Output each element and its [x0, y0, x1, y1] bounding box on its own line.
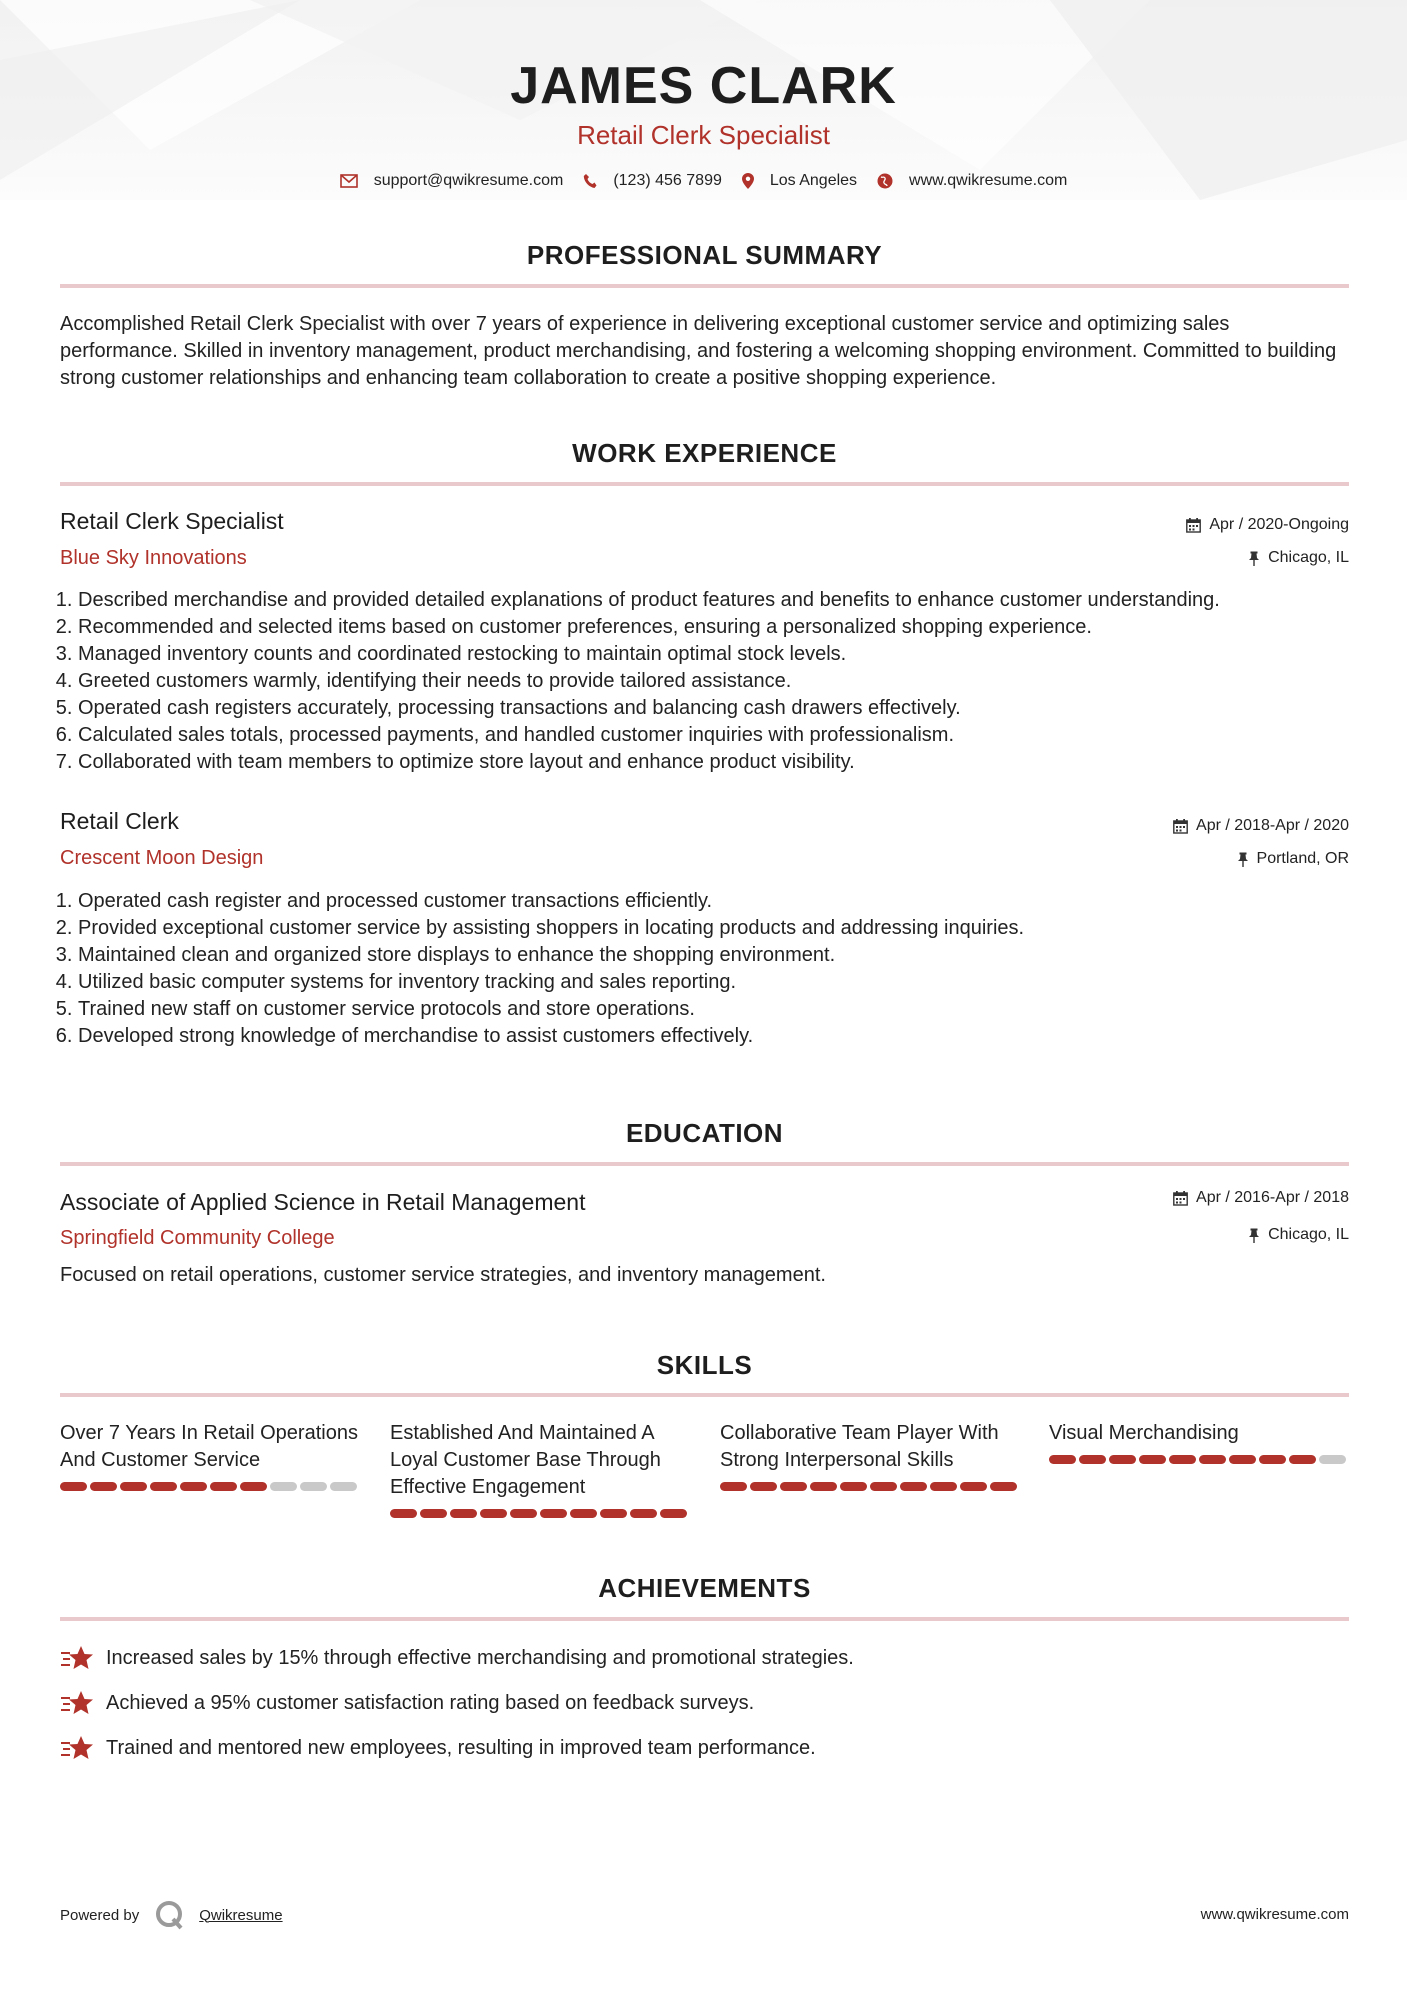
- skill-segment-filled: [720, 1482, 747, 1491]
- skill-segment-filled: [240, 1482, 267, 1491]
- education-dates: [1173, 1189, 1349, 1207]
- skill-item: [390, 1420, 690, 1518]
- list-item: 2. Recommended and selected items based on customer preferences, ensuring a personalized shopping experience.: [78, 614, 1367, 641]
- skill-segment-filled: [1169, 1455, 1196, 1464]
- skill-label: Established And Maintained A Loyal Customer Base Through Effective Engagement: [390, 1422, 661, 1498]
- skill-segment-filled: [1259, 1455, 1286, 1464]
- skill-item: [720, 1420, 1020, 1491]
- skill-segment-filled: [870, 1482, 897, 1491]
- calendar-icon: [1186, 518, 1201, 533]
- pin-icon: [1237, 852, 1249, 867]
- skill-segment-filled: [1109, 1455, 1136, 1464]
- skill-segment-filled: [390, 1509, 417, 1518]
- job-location: [1248, 549, 1349, 567]
- skill-segment-filled: [540, 1509, 567, 1518]
- qwikresume-link[interactable]: Qwikresume: [199, 1906, 283, 1924]
- section-title-skills: SKILLS: [656, 1350, 753, 1380]
- calendar-icon: [1173, 819, 1188, 834]
- job-location-text: Portland, OR: [1256, 850, 1349, 867]
- pin-icon: [1248, 1228, 1260, 1243]
- email-text: support@qwikresume.com: [373, 172, 564, 189]
- job-location: [1237, 850, 1349, 868]
- section-divider: [60, 284, 1349, 288]
- skill-segment-filled: [60, 1482, 87, 1491]
- skill-segment-filled: [660, 1509, 687, 1518]
- job-dates: [1186, 516, 1349, 534]
- skill-segment-filled: [780, 1482, 807, 1491]
- section-title-experience: WORK EXPERIENCE: [572, 438, 837, 468]
- skill-segment-empty: [330, 1482, 357, 1491]
- skill-segment-filled: [450, 1509, 477, 1518]
- list-item: 3. Maintained clean and organized store displays to enhance the shopping environment.: [78, 942, 1367, 969]
- skill-segment-filled: [960, 1482, 987, 1491]
- skill-item: [1049, 1420, 1349, 1464]
- education-school: Springfield Community College: [60, 1227, 335, 1249]
- footer-powered-by: [60, 1898, 283, 1932]
- skill-level-bar: [60, 1482, 360, 1491]
- achievement-text: Trained and mentored new employees, resulting in improved team performance.: [106, 1736, 816, 1759]
- job-title: Retail Clerk Specialist: [60, 508, 284, 534]
- job-dates-text: Apr / 2018-Apr / 2020: [1196, 817, 1349, 834]
- skill-segment-filled: [210, 1482, 237, 1491]
- skill-segment-filled: [150, 1482, 177, 1491]
- contact-bar: [0, 172, 1407, 190]
- job-bullets: [60, 587, 1367, 776]
- skill-segment-filled: [630, 1509, 657, 1518]
- list-item: 4. Greeted customers warmly, identifying their needs to provide tailored assistance.: [78, 668, 1367, 695]
- skill-segment-filled: [810, 1482, 837, 1491]
- section-divider: [60, 1393, 1349, 1397]
- skill-segment-filled: [90, 1482, 117, 1491]
- skill-label: Over 7 Years In Retail Operations And Customer Service: [60, 1422, 358, 1471]
- contact-phone[interactable]: [583, 172, 722, 190]
- globe-icon: [877, 173, 893, 189]
- candidate-title: Retail Clerk Specialist: [577, 120, 830, 150]
- location-text: Los Angeles: [769, 172, 858, 189]
- section-divider: [60, 482, 1349, 486]
- job-bullets: [60, 888, 1367, 1050]
- powered-by-text: Powered by: [60, 1906, 140, 1924]
- education-description: Focused on retail operations, customer service strategies, and inventory management.: [60, 1264, 826, 1286]
- achievement-text: Increased sales by 15% through effective merchandising and promotional strategies.: [106, 1646, 854, 1669]
- achievement-item: [60, 1645, 854, 1671]
- candidate-name: JAMES CLARK: [510, 57, 897, 115]
- section-divider: [60, 1162, 1349, 1166]
- list-item: 6. Developed strong knowledge of merchandise to assist customers effectively.: [78, 1023, 1367, 1050]
- star-icon: [60, 1690, 94, 1716]
- pin-icon: [1248, 551, 1260, 566]
- skill-segment-filled: [420, 1509, 447, 1518]
- achievement-item: [60, 1735, 816, 1761]
- achievement-text: Achieved a 95% customer satisfaction rating based on feedback surveys.: [106, 1691, 755, 1714]
- skill-label: Collaborative Team Player With Strong Interpersonal Skills: [720, 1422, 999, 1471]
- phone-icon: [583, 173, 597, 189]
- skill-level-bar: [720, 1482, 1020, 1491]
- skill-level-bar: [1049, 1455, 1349, 1464]
- skill-item: [60, 1420, 360, 1491]
- website-text: www.qwikresume.com: [909, 172, 1068, 189]
- skill-segment-filled: [750, 1482, 777, 1491]
- list-item: 5. Trained new staff on customer service protocols and store operations.: [78, 996, 1367, 1023]
- skill-segment-filled: [840, 1482, 867, 1491]
- education-location: [1248, 1226, 1349, 1244]
- skill-level-bar: [390, 1509, 690, 1518]
- section-divider: [60, 1617, 1349, 1621]
- star-icon: [60, 1735, 94, 1761]
- skill-segment-filled: [510, 1509, 537, 1518]
- map-pin-icon: [742, 173, 754, 189]
- skill-segment-filled: [480, 1509, 507, 1518]
- education-dates-text: Apr / 2016-Apr / 2018: [1196, 1189, 1349, 1206]
- skill-segment-filled: [1229, 1455, 1256, 1464]
- list-item: 4. Utilized basic computer systems for inventory tracking and sales reporting.: [78, 969, 1367, 996]
- job-title: Retail Clerk: [60, 808, 179, 834]
- contact-website[interactable]: [877, 172, 1067, 190]
- skill-segment-empty: [270, 1482, 297, 1491]
- envelope-icon: [340, 174, 358, 188]
- achievement-item: [60, 1690, 754, 1716]
- job-dates-text: Apr / 2020-Ongoing: [1209, 516, 1349, 533]
- section-title-achievements: ACHIEVEMENTS: [598, 1573, 811, 1603]
- skill-segment-filled: [570, 1509, 597, 1518]
- section-title-education: EDUCATION: [625, 1118, 784, 1148]
- education-degree: Associate of Applied Science in Retail Management: [60, 1189, 586, 1215]
- skill-segment-filled: [930, 1482, 957, 1491]
- skill-segment-filled: [1289, 1455, 1316, 1464]
- job-dates: [1173, 817, 1349, 835]
- footer-website[interactable]: www.qwikresume.com: [1200, 1906, 1349, 1923]
- qwikresume-logo-icon: [153, 1898, 187, 1932]
- skill-segment-filled: [1049, 1455, 1076, 1464]
- skill-segment-filled: [900, 1482, 927, 1491]
- skill-segment-empty: [1319, 1455, 1346, 1464]
- list-item: 1. Described merchandise and provided detailed explanations of product features and benefits to enhance customer understanding.: [78, 587, 1367, 614]
- skill-segment-filled: [1199, 1455, 1226, 1464]
- list-item: 6. Calculated sales totals, processed payments, and handled customer inquiries with professionalism.: [78, 722, 1367, 749]
- skill-segment-filled: [600, 1509, 627, 1518]
- section-title-summary: PROFESSIONAL SUMMARY: [526, 240, 883, 270]
- contact-email[interactable]: [340, 172, 564, 190]
- list-item: 5. Operated cash registers accurately, processing transactions and balancing cash drawers effectively.: [78, 695, 1367, 722]
- list-item: 7. Collaborated with team members to optimize store layout and enhance product visibility.: [78, 749, 1367, 776]
- skill-segment-empty: [300, 1482, 327, 1491]
- star-icon: [60, 1645, 94, 1671]
- skill-segment-filled: [180, 1482, 207, 1491]
- job-location-text: Chicago, IL: [1268, 549, 1349, 566]
- job-company: Crescent Moon Design: [60, 847, 264, 869]
- contact-location: [742, 172, 857, 190]
- job-company: Blue Sky Innovations: [60, 547, 247, 569]
- list-item: 3. Managed inventory counts and coordinated restocking to maintain optimal stock levels.: [78, 641, 1367, 668]
- education-location-text: Chicago, IL: [1268, 1226, 1349, 1243]
- summary-text: Accomplished Retail Clerk Specialist with over 7 years of experience in delivering exceptional customer service and optimizing sales performance. Skilled in inventory management, product merchandising, and fostering a welcoming shopping environment. Committed to building strong customer relationships and enhancing team collaboration to create a positive shopping experience.: [60, 313, 1337, 389]
- phone-text: (123) 456 7899: [613, 172, 722, 189]
- skill-segment-filled: [1079, 1455, 1106, 1464]
- skill-label: Visual Merchandising: [1049, 1422, 1239, 1444]
- skill-segment-filled: [990, 1482, 1017, 1491]
- skill-segment-filled: [1139, 1455, 1166, 1464]
- skill-segment-filled: [120, 1482, 147, 1491]
- calendar-icon: [1173, 1191, 1188, 1206]
- list-item: 2. Provided exceptional customer service by assisting shoppers in locating products and addressing inquiries.: [78, 915, 1367, 942]
- list-item: 1. Operated cash register and processed customer transactions efficiently.: [78, 888, 1367, 915]
